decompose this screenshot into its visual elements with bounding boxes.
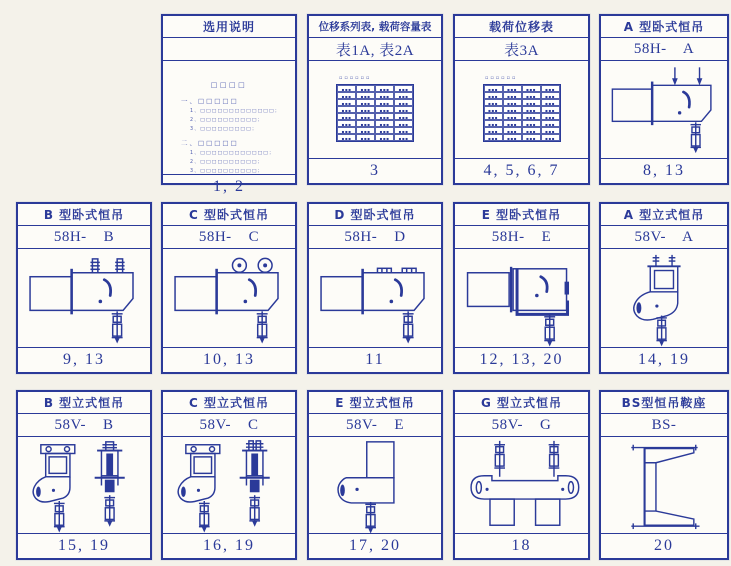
card-code: 58V- B [18,414,150,437]
table-thumbnail-cell: ▪▪▪ [503,85,522,92]
illegible-notes-text [163,61,295,174]
table-thumbnail-cell: ▪▪▪ [484,127,503,134]
card-title: G 型立式恒吊 [455,392,588,414]
card-displacement-series-table [307,14,443,185]
table-thumbnail-cell: ▪▪▪ [541,127,560,134]
horizontal-hanger-c-drawing [163,249,295,347]
card-page-numbers: 16, 19 [163,533,295,558]
card-title: 选用说明 [163,16,295,38]
table-thumbnail-cell: ▪▪▪ [356,134,375,141]
illegible-line: 二、□□□□□ [181,139,239,147]
table-thumbnail-cell: ▪▪▪ [356,113,375,120]
table-thumbnail-cell: ▪▪▪ [484,106,503,113]
card-page-numbers: 15, 19 [18,533,150,558]
table-thumbnail-cell: ▪▪▪ [356,106,375,113]
card-page-numbers: 4, 5, 6, 7 [455,158,588,183]
card-title: A 型立式恒吊 [601,204,727,226]
table-thumbnail-cell: ▪▪▪ [522,113,541,120]
table-thumbnail [455,61,588,158]
card-title: 位移系列表, 载荷容量表 [309,16,441,38]
table-thumbnail-cell: ▪▪▪ [337,120,356,127]
table-thumbnail-cell: ▪▪▪ [375,92,394,99]
table-thumbnail-cell: ▪▪▪ [375,113,394,120]
table-thumbnail-cell: ▪▪▪ [337,99,356,106]
card-page-numbers: 8, 13 [601,158,727,183]
table-thumbnail-cell: ▪▪▪ [503,120,522,127]
table-thumbnail-grid [336,84,414,142]
card-a-horizontal-hanger [599,14,729,185]
card-g-vertical-hanger [453,390,590,560]
table-thumbnail-cell: ▪▪▪ [337,113,356,120]
table-thumbnail-cell: ▪▪▪ [394,106,413,113]
table-thumbnail-cell: ▪▪▪ [394,127,413,134]
table-thumbnail-cell: ▪▪▪ [356,99,375,106]
vertical-hanger-g-drawing [455,437,588,533]
card-page-numbers: 11 [309,347,441,372]
table-thumbnail-cell: ▪▪▪ [375,106,394,113]
table-thumbnail-cell: ▪▪▪ [484,92,503,99]
card-page-numbers: 10, 13 [163,347,295,372]
table-thumbnail-cell: ▪▪▪ [375,85,394,92]
table-thumbnail-cell: ▪▪▪ [484,134,503,141]
card-code: BS- [601,414,727,437]
card-code: 58V- A [601,226,727,249]
table-thumbnail-cell: ▪▪▪ [484,85,503,92]
card-page-numbers: 12, 13, 20 [455,347,588,372]
table-thumbnail-caption: ▫▫▫▫▫▫ [485,75,518,81]
card-c-vertical-hanger [161,390,297,560]
horizontal-hanger-a-drawing [601,61,727,158]
table-thumbnail-cell: ▪▪▪ [541,92,560,99]
table-thumbnail-cell: ▪▪▪ [484,120,503,127]
illegible-line: □□□□ [210,81,248,89]
table-thumbnail-cell: ▪▪▪ [503,106,522,113]
saddle-bs-drawing [601,437,727,533]
table-thumbnail-cell: ▪▪▪ [541,85,560,92]
card-page-numbers: 14, 19 [601,347,727,372]
horizontal-hanger-e-drawing [455,249,588,347]
card-code: 58H- A [601,38,727,61]
card-load-displacement-table [453,14,590,185]
card-title: A 型卧式恒吊 [601,16,727,38]
illegible-line: 3、□□□□□□□□□； [190,127,258,132]
card-code: 58V- G [455,414,588,437]
table-thumbnail-cell: ▪▪▪ [541,134,560,141]
card-d-horizontal-hanger [307,202,443,374]
card-title: BS型恒吊鞍座 [601,392,727,414]
table-thumbnail-cell: ▪▪▪ [503,99,522,106]
card-page-numbers: 3 [309,158,441,183]
card-title: D 型卧式恒吊 [309,204,441,226]
card-page-numbers: 17, 20 [309,533,441,558]
table-thumbnail-cell: ▪▪▪ [522,92,541,99]
illegible-line: 3、□□□□□□□□□□； [190,169,264,174]
table-thumbnail-cell: ▪▪▪ [375,99,394,106]
table-thumbnail-cell: ▪▪▪ [356,85,375,92]
table-thumbnail-cell: ▪▪▪ [522,85,541,92]
vertical-hanger-c-drawing [163,437,295,533]
table-thumbnail-cell: ▪▪▪ [394,113,413,120]
card-title: E 型卧式恒吊 [455,204,588,226]
table-thumbnail-grid [483,84,561,142]
card-title: E 型立式恒吊 [309,392,441,414]
card-code [163,38,295,61]
table-thumbnail-cell: ▪▪▪ [484,113,503,120]
table-thumbnail-cell: ▪▪▪ [375,134,394,141]
card-a-vertical-hanger [599,202,729,374]
vertical-hanger-b-drawing [18,437,150,533]
table-thumbnail-cell: ▪▪▪ [375,120,394,127]
horizontal-hanger-d-drawing [309,249,441,347]
table-thumbnail-cell: ▪▪▪ [541,113,560,120]
table-thumbnail-cell: ▪▪▪ [484,99,503,106]
card-page-numbers: 9, 13 [18,347,150,372]
card-selection-notes [161,14,297,195]
card-title: C 型立式恒吊 [163,392,295,414]
card-code: 58H- E [455,226,588,249]
table-thumbnail-cell: ▪▪▪ [541,120,560,127]
table-thumbnail-cell: ▪▪▪ [394,120,413,127]
card-e-vertical-hanger [307,390,443,560]
table-thumbnail-cell: ▪▪▪ [522,106,541,113]
vertical-hanger-e-drawing [309,437,441,533]
table-thumbnail-cell: ▪▪▪ [394,85,413,92]
card-code: 表1A, 表2A [309,38,441,61]
table-thumbnail-cell: ▪▪▪ [337,127,356,134]
table-thumbnail-cell: ▪▪▪ [541,99,560,106]
table-thumbnail-cell: ▪▪▪ [337,92,356,99]
vertical-hanger-a-drawing [601,249,727,347]
card-title: C 型卧式恒吊 [163,204,295,226]
illegible-line: 一、□□□□□ [181,97,239,105]
table-thumbnail-cell: ▪▪▪ [337,134,356,141]
table-thumbnail-cell: ▪▪▪ [522,120,541,127]
table-thumbnail-cell: ▪▪▪ [375,127,394,134]
table-thumbnail-cell: ▪▪▪ [522,99,541,106]
table-thumbnail-cell: ▪▪▪ [337,106,356,113]
table-thumbnail-cell: ▪▪▪ [356,92,375,99]
table-thumbnail-cell: ▪▪▪ [356,120,375,127]
card-e-horizontal-hanger [453,202,590,374]
illegible-line: 2、□□□□□□□□□□； [190,160,264,165]
card-code: 58H- D [309,226,441,249]
card-title: B 型卧式恒吊 [18,204,150,226]
card-page-numbers: 20 [601,533,727,558]
table-thumbnail-cell: ▪▪▪ [394,134,413,141]
table-thumbnail-cell: ▪▪▪ [337,85,356,92]
table-thumbnail-cell: ▪▪▪ [394,99,413,106]
table-thumbnail-cell: ▪▪▪ [394,92,413,99]
card-code: 58H- B [18,226,150,249]
table-thumbnail-cell: ▪▪▪ [356,127,375,134]
card-code: 58H- C [163,226,295,249]
table-thumbnail-caption: ▫▫▫▫▫▫ [339,75,372,81]
table-thumbnail-cell: ▪▪▪ [522,127,541,134]
card-c-horizontal-hanger [161,202,297,374]
illegible-line: 2、□□□□□□□□□□； [190,118,264,123]
table-thumbnail-cell: ▪▪▪ [503,113,522,120]
table-thumbnail-cell: ▪▪▪ [503,134,522,141]
table-thumbnail-cell: ▪▪▪ [522,134,541,141]
horizontal-hanger-b-drawing [18,249,150,347]
table-thumbnail-cell: ▪▪▪ [503,127,522,134]
card-b-horizontal-hanger [16,202,152,374]
table-thumbnail-cell: ▪▪▪ [503,92,522,99]
table-thumbnail-cell: ▪▪▪ [541,106,560,113]
card-title: 载荷位移表 [455,16,588,38]
table-thumbnail [309,61,441,158]
card-code: 58V- C [163,414,295,437]
illegible-line: 1、□□□□□□□□□□□□； [190,151,276,156]
card-bs-saddle [599,390,729,560]
card-code: 表3A [455,38,588,61]
card-b-vertical-hanger [16,390,152,560]
card-title: B 型立式恒吊 [18,392,150,414]
illegible-line: 1、□□□□□□□□□□□□□； [190,109,281,114]
card-page-numbers: 1, 2 [163,174,295,199]
card-page-numbers: 18 [455,533,588,558]
card-code: 58V- E [309,414,441,437]
